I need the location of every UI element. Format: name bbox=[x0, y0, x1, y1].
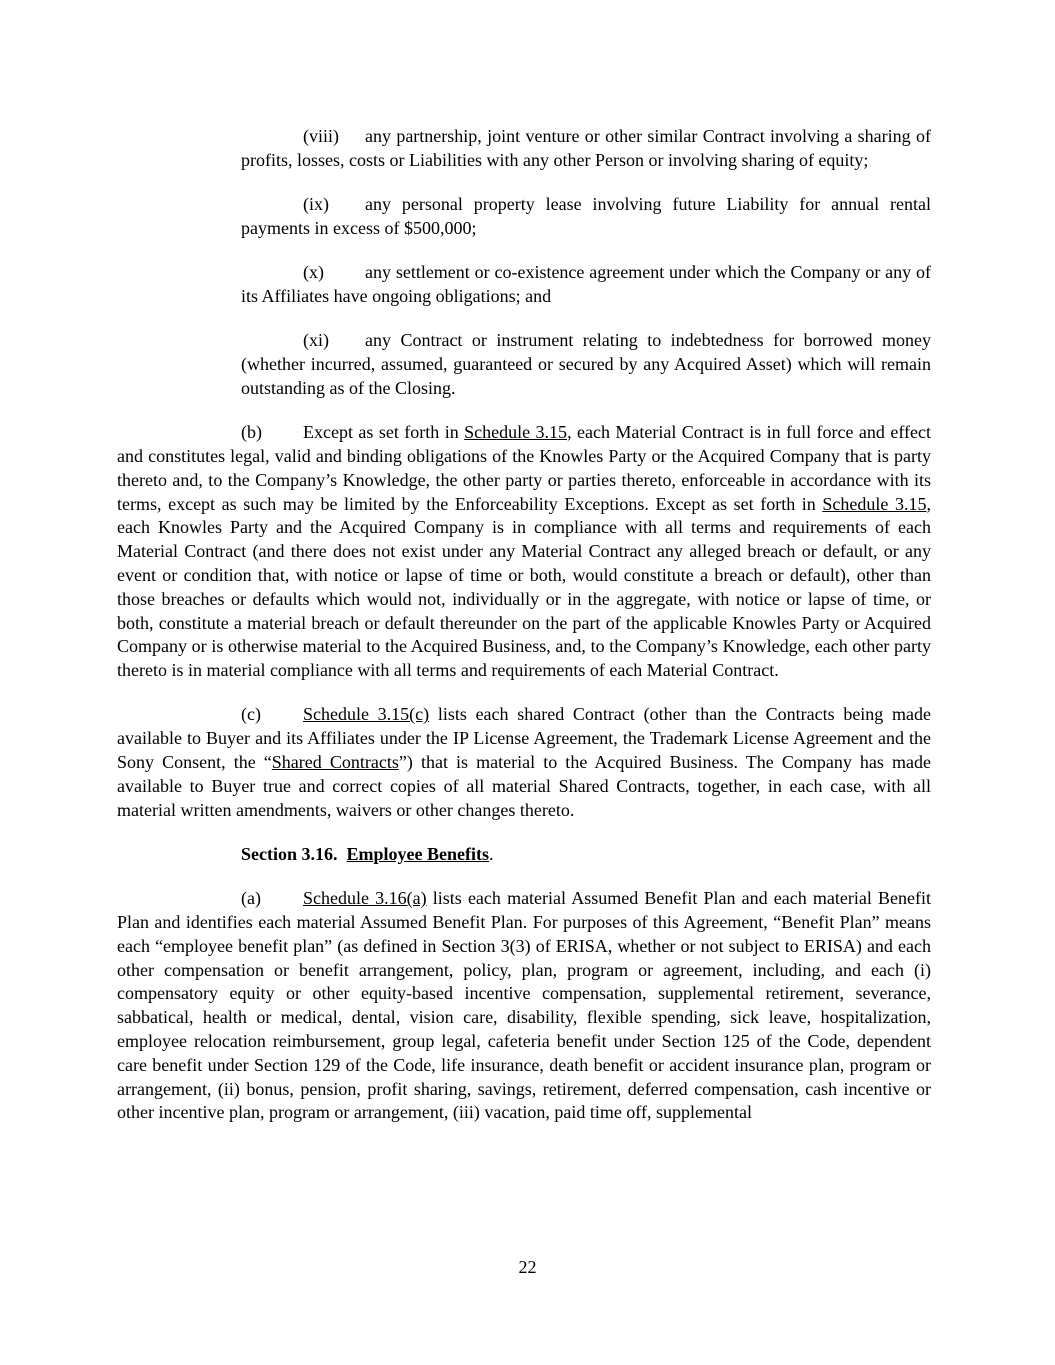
page-number: 22 bbox=[518, 1257, 537, 1277]
paragraph-text: Except as set forth in bbox=[303, 422, 465, 443]
paragraph-c bbox=[117, 703, 931, 822]
schedule-reference: Schedule 3.15(c) bbox=[303, 704, 430, 725]
section-title-period: . bbox=[488, 843, 494, 864]
paragraph-text: , each Knowles Party and the Acquired Company is in compliance with all terms and requirements of each Material Contract (and there does not exist under any Material Contract any alleged breach or default, or any event or condition that, with notice or lapse of time or both, would constitute a breach or default), other than those breaches or defaults which would not, individually or in the aggregate, with notice or lapse of time, or both, constitute a material breach or default thereunder on the part of the applicable Knowles Party or Acquired Company or is otherwise material to the Acquired Business, and, to the Company’s Knowledge, each other party thereto is in material compliance with all terms and requirements of each Material Contract. bbox=[117, 493, 931, 681]
paragraph-number: (a) bbox=[241, 888, 261, 909]
paragraph-number: (b) bbox=[241, 422, 262, 443]
clause-text: any settlement or co-existence agreement under which the Company or any of its Affiliates have ongoing obligations; and bbox=[241, 262, 931, 306]
clause-viii bbox=[241, 125, 931, 173]
section-number: Section 3.16. bbox=[241, 843, 338, 864]
defined-term: Shared Contracts bbox=[271, 752, 399, 773]
paragraph-number: (c) bbox=[241, 704, 261, 725]
paragraph-text: lists each material Assumed Benefit Plan and each material Benefit Plan and identifies each material Assumed Benefit Plan. For purposes of this Agreement, “Benefit Plan” means each “employee benefit plan” (as defined in Section 3(3) of ERISA, whether or not subject to ERISA) and each other compensation or benefit arrangement, policy, plan, program or agreement, including, and each (i) compensatory equity or other equity-based incentive compensation, supplemental retirement, severance, sabbatical, health or medical, dental, vision care, disability, flexible spending, sick leave, hospitalization, employee relocation reimbursement, group legal, cafeteria benefit under Section 125 of the Code, dependent care benefit under Section 129 of the Code, life insurance, death benefit or accident insurance plan, program or arrangement, (ii) bonus, pension, profit sharing, savings, retirement, deferred compensation, cash incentive or other incentive plan, program or arrangement, (iii) vacation, paid time off, supplemental bbox=[117, 888, 931, 1123]
clause-ix bbox=[241, 193, 931, 241]
clause-number: (x) bbox=[303, 262, 324, 283]
clause-text: any personal property lease involving future Liability for annual rental payments in excess of $500,000; bbox=[241, 194, 931, 238]
clause-text: any partnership, joint venture or other similar Contract involving a sharing of profits, losses, costs or Liabilities with any other Person or involving sharing of equity; bbox=[241, 126, 931, 170]
schedule-reference: Schedule 3.15 bbox=[464, 422, 568, 443]
clause-number: (viii) bbox=[303, 126, 339, 146]
clause-xi bbox=[241, 329, 931, 400]
schedule-reference: Schedule 3.16(a) bbox=[303, 888, 427, 909]
clause-text: any Contract or instrument relating to indebtedness for borrowed money (whether incurred, assumed, guaranteed or secured by any Acquired Asset) which will remain outstanding as of the Closing. bbox=[241, 330, 931, 398]
paragraph-b bbox=[117, 421, 931, 683]
clause-x bbox=[241, 261, 931, 309]
clause-number: (ix) bbox=[303, 194, 329, 215]
paragraph-text: ”) that is material to the Acquired Business. The Company has made available to Buyer true and correct copies of all material Shared Contracts, together, in each case, with all material written amendments, waivers or other changes thereto. bbox=[117, 752, 932, 820]
schedule-reference: Schedule 3.15 bbox=[822, 493, 927, 514]
section-title: Employee Benefits bbox=[346, 843, 489, 864]
document-page bbox=[117, 125, 931, 1146]
paragraph-text: lists each shared Contract (other than the Contracts being made available to Buyer and its Affiliates under the IP License Agreement, the Trademark License Agreement and the Sony Consent, the “ bbox=[117, 704, 931, 773]
clause-number: (xi) bbox=[303, 330, 329, 351]
paragraph-text: , each Material Contract is in full force and effect and constitutes legal, valid and binding obligations of the Knowles Party or the Acquired Company that is party thereto and, to the Company’s Knowledge, the other party or parties thereto, enforceable in accordance with its terms, except as such may be limited by the Enforceability Exceptions. Except as set forth in bbox=[117, 422, 931, 514]
section-heading bbox=[241, 843, 931, 867]
paragraph-a bbox=[117, 887, 931, 1125]
